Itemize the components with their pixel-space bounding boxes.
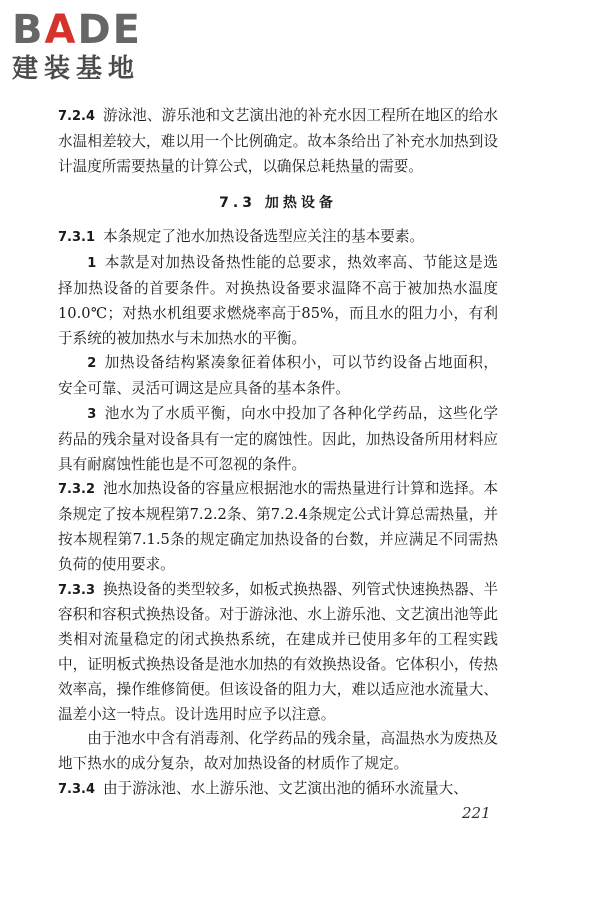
logo-letters-end: DE (77, 7, 142, 53)
clause-number: 7.2.4 (58, 109, 96, 124)
clause-text: 换热设备的类型较多，如板式换热器、列管式快速换热器、半容积和容积式换热设备。对于游泳池、水上游乐池、文艺演出池等此类相对流量稳定的闭式换热系统，在建成并已使用多年的工程实践中，证明板式换热设备是池水加热的有效换热设备。它体积小，传热效率高，操作维修简便。但该设备的阻力大，难以适应池水流量大、温差小这一特点。设计选用时应予以注意。 (58, 580, 498, 723)
clause-7-3-1 (58, 225, 498, 251)
item-text: 本款是对加热设备热性能的总要求，热效率高、节能这是选择加热设备的首要条件。对换热设备要求温降不高于被加热水温度10.0℃；对热水机组要求燃烧率高于85%，而且水的阻力小，有利于系统的被加热水与未加热水的平衡。 (58, 254, 498, 347)
document-body (58, 104, 498, 803)
item-2 (58, 351, 498, 402)
clause-number: 7.3.1 (58, 230, 96, 246)
logo-letters-start: B (12, 7, 45, 53)
item-number: 3 (87, 406, 97, 422)
logo-wordmark (12, 8, 182, 52)
item-1 (58, 251, 498, 351)
item-text: 池水为了水质平衡，向水中投加了各种化学药品，这些化学药品的残余量对设备具有一定的腐蚀性。因此，加热设备所用材料应具有耐腐蚀性能也是不可忽视的条件。 (58, 404, 498, 473)
continuation-paragraph: 由于池水中含有消毒剂、化学药品的残余量，高温热水为废热及地下热水的成分复杂，故对加热设备的材质作了规定。 (58, 730, 498, 773)
item-3 (58, 402, 498, 477)
clause-text: 由于游泳池、水上游乐池、文艺演出池的循环水流量大、 (103, 779, 468, 797)
section-heading: 7.3 加热设备 (219, 195, 337, 212)
item-text: 加热设备结构紧凑象征着体积小，可以节约设备占地面积，安全可靠、灵活可调这是应具备的基本条件。 (58, 354, 498, 398)
clause-text: 本条规定了池水加热设备选型应关注的基本要素。 (103, 228, 425, 246)
clause-7-3-4 (58, 777, 498, 803)
logo-accent-letter: A (44, 7, 78, 53)
bade-logo (12, 8, 182, 84)
item-number: 1 (87, 256, 97, 272)
clause-number: 7.3.2 (58, 482, 96, 498)
clause-number: 7.3.3 (58, 582, 96, 598)
item-number: 2 (87, 356, 97, 372)
logo-subtitle: 建装基地 (12, 54, 141, 84)
clause-text: 池水加热设备的容量应根据池水的需热量进行计算和选择。本条规定了按本规程第7.2.2条、第7.2.4条规定公式计算总需热量，并按本规程第7.1.5条的规定确定加热设备的台数，并应满足不同需热负荷的使用要求。 (58, 480, 498, 573)
clause-7-2-4 (58, 104, 498, 179)
clause-7-3-2 (58, 477, 498, 577)
clause-number: 7.3.4 (58, 781, 96, 797)
clause-text: 游泳池、游乐池和文艺演出池的补充水因工程所在地区的给水水温相差较大，难以用一个比例确定。故本条给出了补充水加热到设计温度所需要热量的计算公式，以确保总耗热量的需要。 (58, 107, 498, 175)
page-number: 221 (462, 804, 491, 822)
clause-7-3-3 (58, 578, 498, 728)
